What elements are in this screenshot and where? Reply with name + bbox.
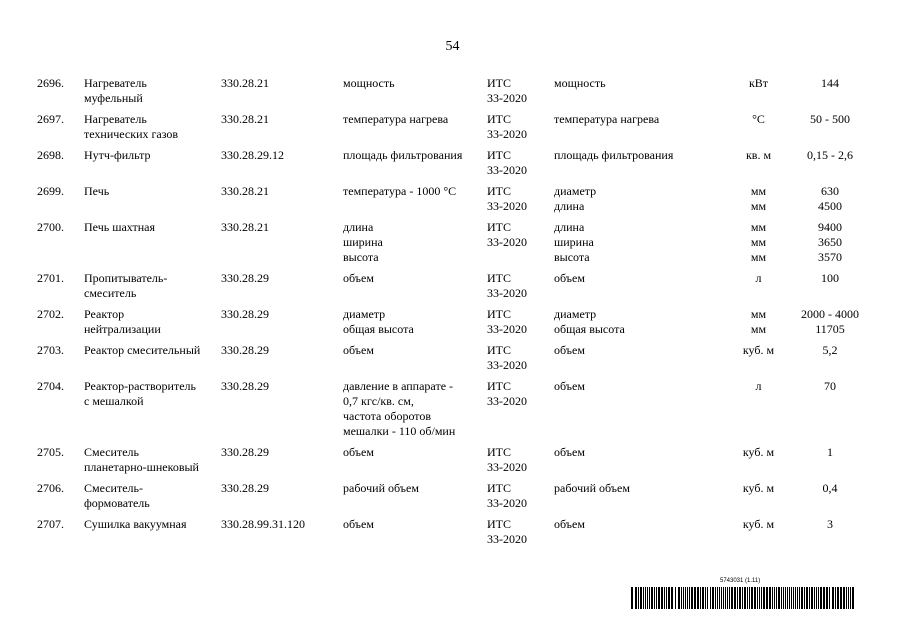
characteristic-cell: объем xyxy=(554,271,585,285)
row-number-cell: 2702. xyxy=(37,307,64,321)
characteristic-cell: объем xyxy=(554,379,585,393)
okpd-code-cell: 330.28.29 xyxy=(221,271,269,285)
barcode-label: 5743031 (1.11) xyxy=(720,578,761,584)
value-cell: 50 - 500 xyxy=(810,112,850,126)
okpd-code-cell: 330.28.29 xyxy=(221,343,269,357)
row-number-cell: 2707. xyxy=(37,517,64,531)
equipment-name-cell: Нагреватель муфельный xyxy=(84,76,147,105)
characteristic-cell: площадь фильтрования xyxy=(554,148,674,162)
parameter-cell: температура - 1000 °С xyxy=(343,184,457,198)
parameter-cell: температура нагрева xyxy=(343,112,449,126)
row-number-cell: 2705. xyxy=(37,445,64,459)
equipment-name-cell: Сушилка вакуумная xyxy=(84,517,187,531)
row-number-cell: 2706. xyxy=(37,481,64,495)
its-reference-cell: ИТС 33-2020 xyxy=(487,445,527,474)
table-row xyxy=(37,445,863,481)
characteristic-cell: объем xyxy=(554,343,585,357)
its-reference-cell: ИТС 33-2020 xyxy=(487,271,527,300)
page-number: 54 xyxy=(445,39,460,54)
row-number-cell: 2703. xyxy=(37,343,64,357)
its-reference-cell: ИТС 33-2020 xyxy=(487,379,527,408)
table-row xyxy=(37,220,863,271)
row-number-cell: 2696. xyxy=(37,76,64,90)
okpd-code-cell: 330.28.29 xyxy=(221,481,269,495)
value-cell: 5,2 xyxy=(822,343,838,357)
value-cell: 2000 - 4000 11705 xyxy=(801,307,859,336)
okpd-code-cell: 330.28.29.12 xyxy=(221,148,284,162)
table-row xyxy=(37,517,863,553)
table-row xyxy=(37,379,863,445)
parameter-cell: рабочий объем xyxy=(343,481,419,495)
table-row xyxy=(37,307,863,343)
okpd-code-cell: 330.28.21 xyxy=(221,76,269,90)
unit-cell: куб. м xyxy=(742,481,775,495)
unit-cell: кВт xyxy=(748,76,769,90)
parameter-cell: мощность xyxy=(343,76,395,90)
table-row xyxy=(37,184,863,220)
okpd-code-cell: 330.28.21 xyxy=(221,184,269,198)
unit-cell: куб. м xyxy=(742,517,775,531)
row-number-cell: 2697. xyxy=(37,112,64,126)
unit-cell: мм мм xyxy=(750,307,767,336)
equipment-table xyxy=(37,76,863,553)
parameter-cell: длина ширина высота xyxy=(343,220,383,264)
table-row xyxy=(37,76,863,112)
parameter-cell: площадь фильтрования xyxy=(343,148,463,162)
its-reference-cell: ИТС 33-2020 xyxy=(487,184,527,213)
okpd-code-cell: 330.28.99.31.120 xyxy=(221,517,305,531)
equipment-name-cell: Печь xyxy=(84,184,110,198)
its-reference-cell: ИТС 33-2020 xyxy=(487,148,527,177)
its-reference-cell: ИТС 33-2020 xyxy=(487,307,527,336)
parameter-cell: давление в аппарате - 0,7 кгс/кв. см, частота оборотов мешалки - 110 об/мин xyxy=(343,379,456,438)
table-row xyxy=(37,343,863,379)
value-cell: 70 xyxy=(824,379,836,393)
characteristic-cell: диаметр общая высота xyxy=(554,307,625,336)
table-body xyxy=(37,76,863,553)
table-row xyxy=(37,481,863,517)
value-cell: 9400 3650 3570 xyxy=(818,220,842,264)
parameter-cell: диаметр общая высота xyxy=(343,307,414,336)
equipment-name-cell: Реактор-растворитель с мешалкой xyxy=(84,379,197,408)
equipment-name-cell: Смеситель планетарно-шнековый xyxy=(84,445,199,474)
unit-cell: °С xyxy=(752,112,765,126)
equipment-name-cell: Пропитыватель- смеситель xyxy=(84,271,168,300)
characteristic-cell: рабочий объем xyxy=(554,481,630,495)
okpd-code-cell: 330.28.21 xyxy=(221,220,269,234)
parameter-cell: объем xyxy=(343,517,374,531)
row-number-cell: 2701. xyxy=(37,271,64,285)
unit-cell: мм мм xyxy=(750,184,767,213)
okpd-code-cell: 330.28.29 xyxy=(221,445,269,459)
value-cell: 3 xyxy=(827,517,833,531)
its-reference-cell: ИТС 33-2020 xyxy=(487,517,527,546)
row-number-cell: 2698. xyxy=(37,148,64,162)
value-cell: 100 xyxy=(821,271,839,285)
its-reference-cell: ИТС 33-2020 xyxy=(487,343,527,372)
equipment-name-cell: Смеситель- формователь xyxy=(84,481,150,510)
table-row xyxy=(37,271,863,307)
equipment-name-cell: Печь шахтная xyxy=(84,220,155,234)
characteristic-cell: мощность xyxy=(554,76,606,90)
row-number-cell: 2699. xyxy=(37,184,64,198)
characteristic-cell: длина ширина высота xyxy=(554,220,594,264)
equipment-name-cell: Нутч-фильтр xyxy=(84,148,151,162)
characteristic-cell: диаметр длина xyxy=(554,184,597,213)
its-reference-cell: ИТС 33-2020 xyxy=(487,76,527,105)
its-reference-cell: ИТС 33-2020 xyxy=(487,481,527,510)
value-cell: 630 4500 xyxy=(818,184,842,213)
row-number-cell: 2704. xyxy=(37,379,64,393)
equipment-name-cell: Реактор смесительный xyxy=(84,343,201,357)
unit-cell: л xyxy=(755,271,762,285)
unit-cell: мм мм мм xyxy=(750,220,767,264)
unit-cell: кв. м xyxy=(745,148,772,162)
barcode-image xyxy=(631,587,857,609)
value-cell: 144 xyxy=(821,76,839,90)
value-cell: 0,4 xyxy=(822,481,838,495)
characteristic-cell: температура нагрева xyxy=(554,112,660,126)
okpd-code-cell: 330.28.29 xyxy=(221,379,269,393)
table-row xyxy=(37,148,863,184)
value-cell: 0,15 - 2,6 xyxy=(807,148,853,162)
unit-cell: куб. м xyxy=(742,445,775,459)
equipment-name-cell: Реактор нейтрализации xyxy=(84,307,161,336)
okpd-code-cell: 330.28.21 xyxy=(221,112,269,126)
its-reference-cell: ИТС 33-2020 xyxy=(487,220,527,249)
value-cell: 1 xyxy=(827,445,833,459)
row-number-cell: 2700. xyxy=(37,220,64,234)
equipment-name-cell: Нагреватель технических газов xyxy=(84,112,179,141)
parameter-cell: объем xyxy=(343,343,374,357)
unit-cell: л xyxy=(755,379,762,393)
characteristic-cell: объем xyxy=(554,517,585,531)
parameter-cell: объем xyxy=(343,445,374,459)
its-reference-cell: ИТС 33-2020 xyxy=(487,112,527,141)
okpd-code-cell: 330.28.29 xyxy=(221,307,269,321)
unit-cell: куб. м xyxy=(742,343,775,357)
parameter-cell: объем xyxy=(343,271,374,285)
table-row xyxy=(37,112,863,148)
characteristic-cell: объем xyxy=(554,445,585,459)
